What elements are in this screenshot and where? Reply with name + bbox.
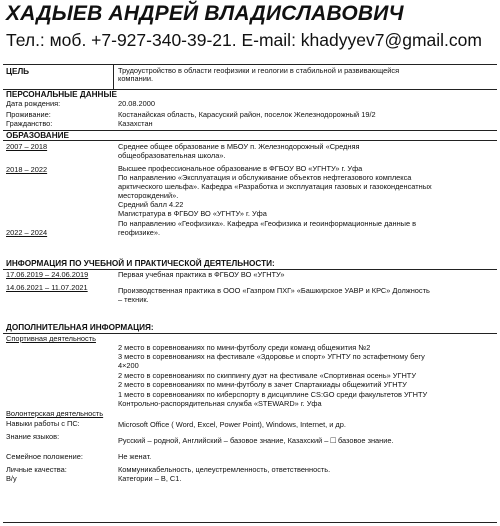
education-university-line4: месторождений». [118,191,179,200]
education-university-line2: По направлению «Эксплуатация и обслуживание объектов нефтегазового комплекса [118,173,412,182]
education-gpa: Средний балл 4.22 [118,200,184,209]
goal-label: ЦЕЛЬ [6,67,30,76]
sport-activity-label: Спортивная деятельность [6,334,96,343]
practice-period-2: 14.06.2021 – 11.07.2021 [6,283,88,292]
education-title: ОБРАЗОВАНИЕ [6,131,69,140]
education-school-line2: общеобразовательная школа». [118,151,226,160]
education-master-line2: геофизике». [118,228,161,237]
goal-text-line2: компании. [118,74,154,83]
languages-text: Русский – родной, Английский – базовое знание, Казахский – [118,436,329,445]
practice-period-1: 17.06.2019 – 24.06.2019 [6,270,89,279]
personal-data-title: ПЕРСОНАЛЬНЫЕ ДАННЫЕ [6,90,117,99]
education-master-line1: По направлению «Геофизика». Кафедра «Геофизика и геоинформационные данные в [118,219,417,228]
education-period-master: 2022 – 2024 [6,228,48,237]
residence-value: Костанайская область, Карасуский район, поселок Железнодорожный 19/2 [118,110,376,119]
sport-achievement-3: 2 место в соревнованиях по скиппингу дуэт на фестивале «Спортивная осень» УГНТУ [118,371,417,380]
practice-text-1: Первая учебная практика в ФГБОУ ВО «УГНТУ» [118,270,285,279]
education-school-line1: Среднее общее образование в МБОУ п. Железнодорожный «Средняя [118,142,360,151]
marital-status-label: Семейное положение: [6,452,83,461]
education-university-line1: Высшее профессиональное образование в ФГБОУ ВО «УГНТУ» г. Уфа [118,164,363,173]
pc-skills-value: Microsoft Office ( Word, Excel, Power Point), Windows, Internet, и др. [118,420,346,429]
education-university-line3: арктического шельфа». Кафедра «Разработка и эксплуатация газовых и газоконденсатных [118,182,432,191]
volunteer-text: Контрольно-распорядительная служба «STEWARD» г. Уфа [118,399,322,408]
marital-status-value: Не женат. [118,452,152,461]
practice-text-2-line2: – техник. [118,295,149,304]
personal-qualities-label: Личные качества: [6,465,67,474]
practice-title: ИНФОРМАЦИЯ ПО УЧЕБНОЙ И ПРАКТИЧЕСКОЙ ДЕЯТЕЛЬНОСТИ: [6,259,275,268]
contact-line: Тел.: моб. +7-927-340-39-21. E-mail: khadyyev7@gmail.com [6,30,482,50]
education-master-intro: Магистратура в ФГБОУ ВО «УГНТУ» г. Уфа [118,209,267,218]
languages-text-tail: базовое знание. [337,436,394,445]
education-period-university: 2018 – 2022 [6,165,48,174]
sport-achievement-4: 2 место в соревнованиях по мини-футболу в зачет Спартакиады общежитий УГНТУ [118,380,407,389]
birth-date-value: 20.08.2000 [118,99,155,108]
column-divider [113,64,114,89]
sport-achievement-2: 3 место в соревнованиях на фестивале «Здоровье и спорт» УГНТУ по эстафетному бегу [118,352,425,361]
additional-info-title: ДОПОЛНИТЕЛЬНАЯ ИНФОРМАЦИЯ: [6,323,154,332]
languages-value [118,436,394,446]
sport-achievement-5: 1 место в соревнованиях по киберспорту в дисциплине CS:GO среди факультетов УГНТУ [118,390,428,399]
citizenship-label: Гражданство: [6,119,53,128]
sport-achievement-1: 2 место в соревнованиях по мини-футболу среди команд общежития №2 [118,343,371,352]
sport-achievement-2-cont: 4×200 [118,361,139,370]
birth-date-label: Дата рождения: [6,99,61,108]
personal-qualities-value: Коммуникабельность, целеустремленность, ответственность. [118,465,331,474]
divider [3,140,497,141]
languages-label: Знание языков: [6,432,60,441]
citizenship-value: Казахстан [118,119,153,128]
practice-text-2-line1: Производственная практика в ООО «Газпром ПХГ» «Башкирское УАВР и КРС» Должность [118,286,430,295]
resume-name: ХАДЫЕВ АНДРЕЙ ВЛАДИСЛАВОВИЧ [6,2,404,25]
driving-license-value: Категории – В, С1. [118,474,182,483]
checkbox-icon: □ [330,435,336,445]
education-period-school: 2007 – 2018 [6,142,48,151]
driving-license-label: В/у [6,474,17,483]
divider [3,522,497,523]
divider [3,130,497,131]
volunteer-label: Волонтерская деятельность [6,409,104,418]
residence-label: Проживание: [6,110,51,119]
divider [3,64,497,65]
goal-text-line1: Трудоустройство в области геофизики и геологии в стабильной и развивающейся [118,66,400,75]
pc-skills-label: Навыки работы с ПС: [6,419,80,428]
